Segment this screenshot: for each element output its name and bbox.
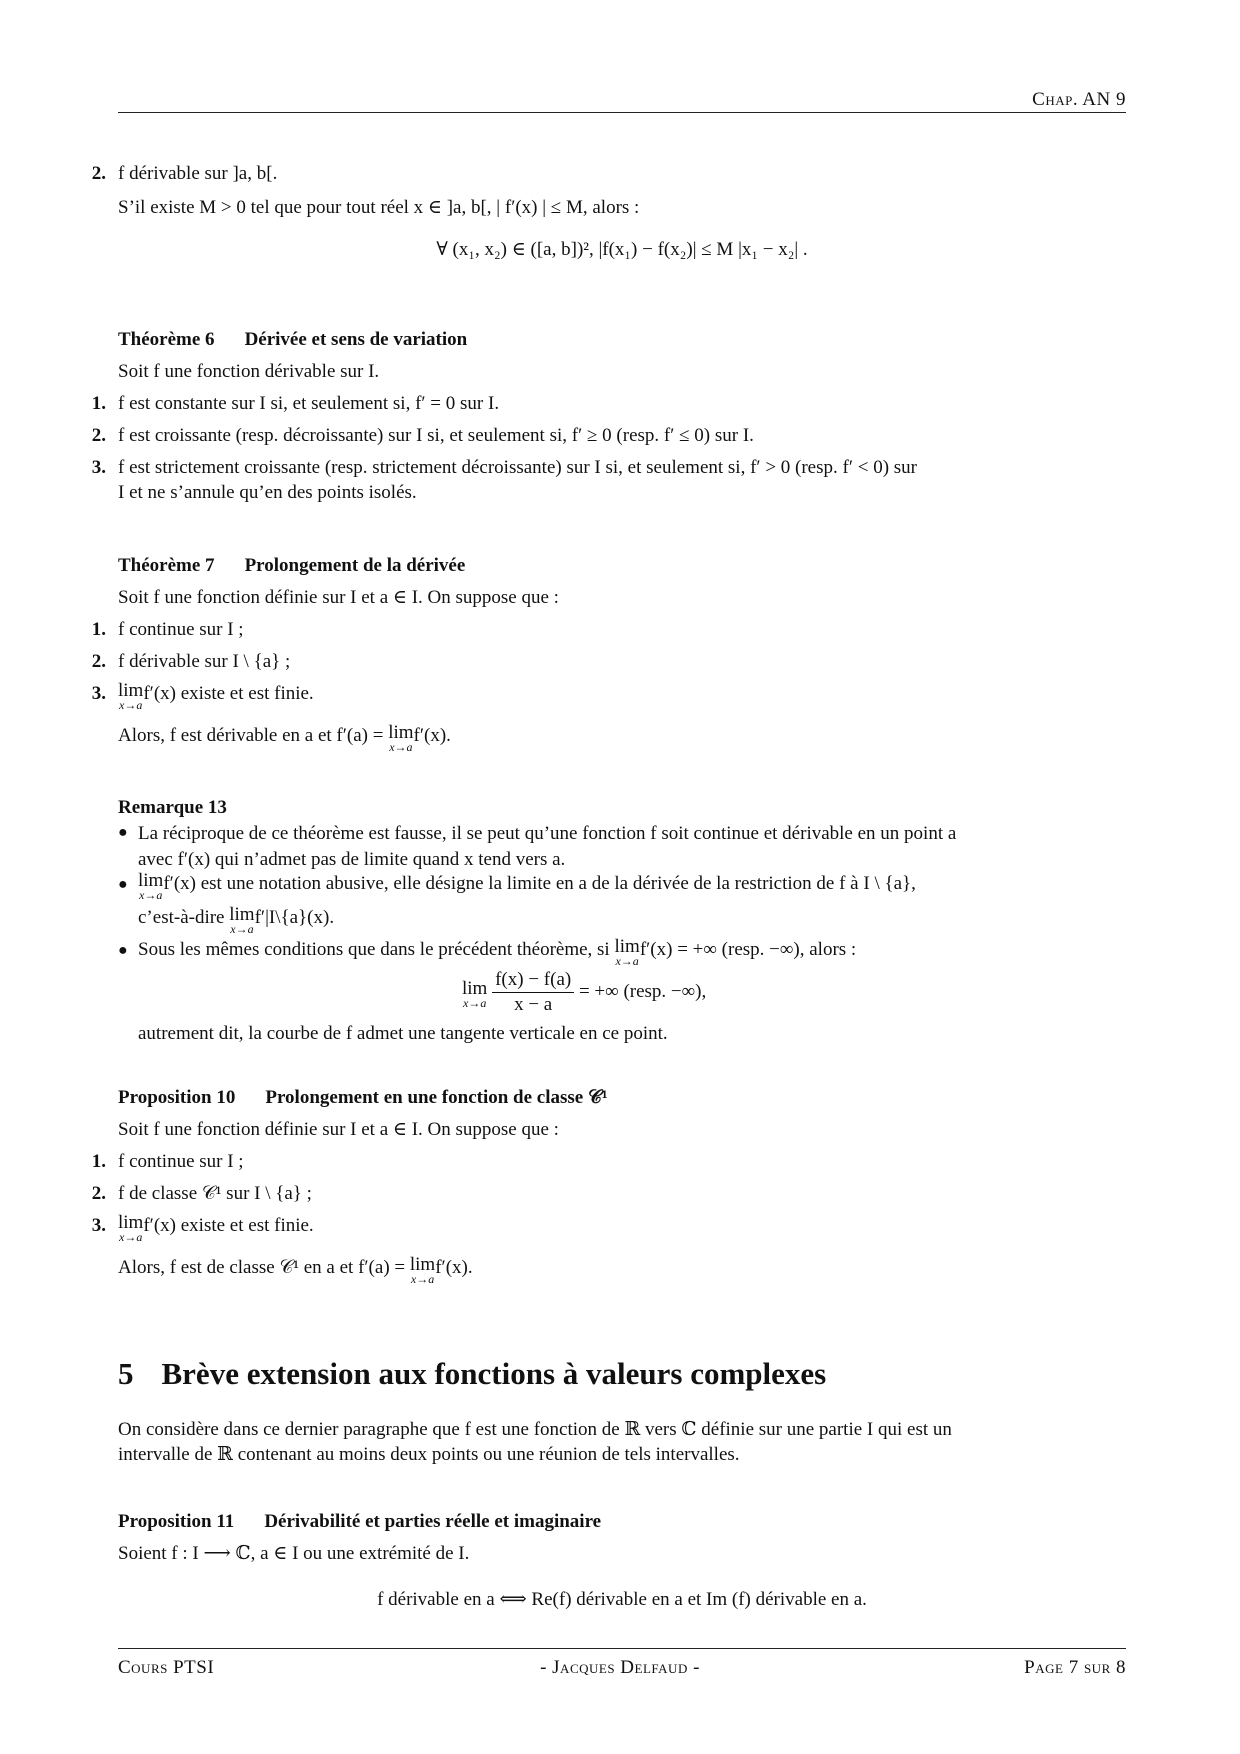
item-number: 1. (91, 1151, 106, 1172)
proposition-title: Prolongement en une fonction de classe 𝒞¹ (265, 1087, 608, 1108)
remark-heading: Remarque 13 (118, 797, 227, 818)
bullet: ● (118, 824, 128, 841)
item-text: f est constante sur I si, et seulement si, f′ = 0 sur I. (118, 393, 500, 414)
item-number: 3. (91, 457, 106, 478)
section-title: Brève extension aux fonctions à valeurs complexes (161, 1356, 827, 1391)
fraction: $\frac{f(x) - f(a)}{x - a}$ (492, 968, 574, 1017)
item-number: 2. (91, 425, 106, 446)
item-text: f est strictement croissante (resp. strictement décroissante) sur I si, et seulement si, f′ > 0 (resp. f′ < 0) sur (118, 457, 918, 478)
item-text: f continue sur I ; (118, 1151, 244, 1172)
section-number: 5 (118, 1356, 134, 1391)
theorem-title: Dérivée et sens de variation (244, 329, 468, 350)
footer-left: Cours PTSI (118, 1657, 215, 1678)
remark-text: La réciproque de ce théorème est fausse, il se peut qu’une fonction f soit continue et dérivable en un point a (138, 823, 957, 844)
proposition-heading (118, 1086, 608, 1110)
bullet: ● (118, 876, 128, 893)
item-number: 2. (91, 163, 106, 184)
item-number: 2. (91, 651, 106, 672)
proposition-label: Proposition 10 (118, 1087, 236, 1108)
proposition-intro: Soient f : I ⟶ ℂ, a ∈ I ou une extrémité de I. (118, 1543, 470, 1564)
theorem-heading (118, 328, 467, 352)
remark-text: c’est-à-dire lim x→a f′|I\{a}(x). (138, 904, 335, 936)
item-text: f continue sur I ; (118, 619, 244, 640)
item-text: f est croissante (resp. décroissante) sur I si, et seulement si, f′ ≥ 0 (resp. f′ ≤ 0) sur I. (118, 425, 754, 446)
proposition-conclusion: Alors, f est de classe 𝒞¹ en a et f′(a) = lim x→a f′(x). (118, 1254, 473, 1286)
item-text: f dérivable sur ]a, b[. (118, 163, 278, 184)
footer-center: - Jacques Delfaud - (540, 1657, 700, 1678)
display-formula: lim x→a $\frac{f(x) - f(a)}{x - a}$ = +∞ (resp. −∞), (462, 969, 707, 1015)
item-number: 2. (91, 1183, 106, 1204)
limit-operator: lim x→a (388, 722, 414, 754)
theorem-title: Prolongement de la dérivée (244, 555, 466, 576)
footer-rule (118, 1648, 1126, 1649)
limit-operator: lim x→a (462, 977, 488, 1010)
proposition-title: Dérivabilité et parties réelle et imaginaire (264, 1511, 602, 1532)
theorem-conclusion: Alors, f est dérivable en a et f′(a) = lim x→a f′(x). (118, 722, 451, 754)
item-text: f de classe 𝒞¹ sur I \ {a} ; (118, 1183, 312, 1204)
limit-operator: lim x→a (614, 936, 640, 968)
header-rule (118, 112, 1126, 113)
item-number: 1. (91, 393, 106, 414)
theorem-heading (118, 554, 465, 578)
display-formula: f dérivable en a ⟺ Re(f) dérivable en a et Im (f) dérivable en a. (377, 1589, 867, 1610)
item-text: S’il existe M > 0 tel que pour tout réel x ∈ ]a, b[, | f′(x) | ≤ M, alors : (118, 197, 640, 218)
bullet: ● (118, 942, 128, 959)
theorem-label: Théorème 7 (118, 555, 215, 576)
theorem-intro: Soit f une fonction dérivable sur I. (118, 361, 380, 382)
paragraph-text: On considère dans ce dernier paragraphe que f est une fonction de ℝ vers ℂ définie sur une partie I qui est un (118, 1419, 952, 1440)
section-heading (118, 1356, 826, 1392)
item-number: 1. (91, 619, 106, 640)
limit-operator: lim x→a (409, 1254, 436, 1286)
proposition-heading (118, 1510, 601, 1534)
item-number: 3. (91, 683, 106, 704)
display-formula: ∀ (x₁, x₂) ∈ ([a, b])², |f(x₁) − f(x₂)| ≤ M |x₁ − x₂| . (436, 239, 808, 260)
item-text: lim x→a f′(x) existe et est finie. (118, 680, 314, 712)
item-number: 3. (91, 1215, 106, 1236)
remark-text: autrement dit, la courbe de f admet une tangente verticale en ce point. (138, 1023, 668, 1044)
paragraph-text: intervalle de ℝ contenant au moins deux points ou une réunion de tels intervalles. (118, 1444, 740, 1465)
limit-operator: lim x→a (229, 904, 255, 936)
item-text: lim x→a f′(x) existe et est finie. (118, 1212, 314, 1244)
remark-text: Sous les mêmes conditions que dans le précédent théorème, si lim x→a f′(x) = +∞ (resp. −∞), alors : (138, 936, 857, 968)
chapter-header: Chap. AN 9 (1032, 89, 1126, 110)
limit-operator: lim x→a (118, 680, 144, 712)
theorem-label: Théorème 6 (118, 329, 215, 350)
limit-operator: lim x→a (138, 870, 164, 902)
theorem-intro: Soit f une fonction définie sur I et a ∈ I. On suppose que : (118, 587, 559, 608)
item-text: f dérivable sur I \ {a} ; (118, 651, 291, 672)
remark-text: lim x→a f′(x) est une notation abusive, elle désigne la limite en a de la dérivée de la restriction de f à I \ {a}, (138, 870, 916, 902)
limit-operator: lim x→a (118, 1212, 144, 1244)
remark-text: avec f′(x) qui n’admet pas de limite quand x tend vers a. (138, 849, 566, 870)
item-text: I et ne s’annule qu’en des points isolés. (118, 482, 417, 503)
footer-right: Page 7 sur 8 (1024, 1657, 1126, 1678)
proposition-intro: Soit f une fonction définie sur I et a ∈ I. On suppose que : (118, 1119, 559, 1140)
proposition-label: Proposition 11 (118, 1511, 235, 1532)
